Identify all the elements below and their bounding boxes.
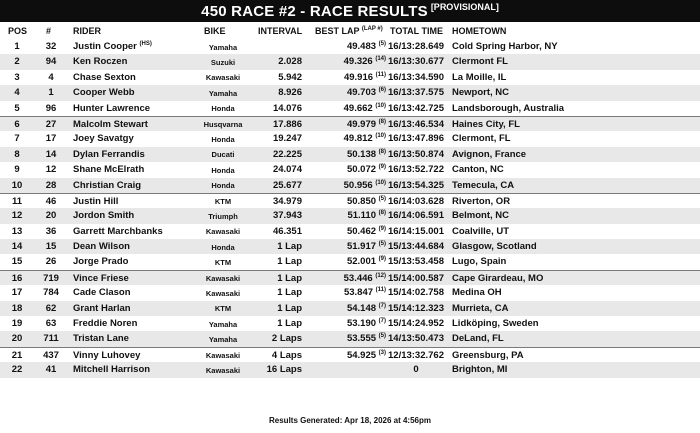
row-rider-name: Cade Clason: [73, 287, 131, 299]
table-row: [0, 285, 700, 300]
row-best-lap-time: 53.847: [343, 287, 374, 299]
row-interval: 19.247: [272, 133, 302, 145]
row-best-lap-number: (5): [378, 40, 386, 47]
row-rider-name: Tristan Lane: [73, 333, 129, 345]
row-pos: 15: [11, 256, 23, 268]
row-pos: 19: [11, 318, 23, 330]
row-rider-name: Mitchell Harrison: [73, 364, 151, 376]
row-best-lap: [318, 318, 386, 329]
row-total-time: 15/14:02.758: [388, 287, 444, 299]
row-best-lap-time: 51.917: [346, 241, 377, 253]
row-number: 27: [45, 118, 57, 130]
row-bike: Triumph: [208, 211, 238, 221]
row-total-time: 0: [413, 364, 419, 376]
row-rider-name: Dean Wilson: [73, 241, 130, 253]
row-number: 63: [45, 318, 57, 330]
table-row: [0, 39, 700, 54]
row-bike: Kawasaki: [205, 288, 241, 298]
table-row: [0, 347, 700, 362]
table-row: [0, 54, 700, 69]
row-rider: [73, 303, 131, 314]
row-best-lap: [318, 273, 386, 284]
table-row: [0, 239, 700, 254]
row-rider: [73, 196, 118, 207]
row-bike: Yamaha: [208, 42, 238, 52]
row-hometown: Glasgow, Scotland: [452, 241, 537, 253]
row-rider: [73, 72, 136, 83]
row-pos: 4: [14, 87, 20, 99]
row-rider-name: Joey Savatgy: [73, 133, 134, 145]
row-bike: Yamaha: [208, 334, 238, 344]
row-best-lap-number: (14): [375, 56, 386, 63]
row-total-time: 16/13:47.896: [388, 133, 444, 145]
table-row: [0, 362, 700, 377]
row-best-lap-number: (9): [378, 225, 386, 232]
row-pos: 8: [14, 148, 20, 160]
row-rider-name: Ken Roczen: [73, 56, 128, 68]
row-hometown: Haines City, FL: [452, 118, 520, 130]
row-best-lap-number: (10): [375, 179, 386, 186]
row-hometown: Cape Girardeau, MO: [452, 272, 544, 284]
row-rider: [73, 226, 163, 237]
row-hometown: Lidköping, Sweden: [452, 318, 539, 330]
row-number: 94: [45, 56, 57, 68]
row-total-time: 16/13:52.722: [388, 164, 444, 176]
row-rider: [73, 180, 141, 191]
row-best-lap-time: 50.462: [346, 225, 377, 237]
row-number: 784: [43, 287, 59, 299]
row-rider: [73, 56, 127, 67]
row-rider: [73, 333, 129, 344]
row-best-lap-number: (11): [375, 71, 386, 78]
row-pos: 18: [11, 302, 23, 314]
row-best-lap: [318, 350, 386, 361]
row-total-time: 16/13:34.590: [388, 71, 444, 83]
row-number: 41: [45, 364, 57, 376]
row-best-lap: [318, 241, 386, 252]
row-bike: Honda: [211, 181, 235, 191]
row-total-time: 15/13:53.458: [388, 256, 444, 268]
row-best-lap-time: 49.662: [343, 102, 373, 114]
row-interval: 1 Lap: [277, 302, 302, 314]
row-total-time: 12/13:32.762: [388, 349, 444, 361]
row-best-lap: [318, 87, 386, 98]
row-best-lap: [318, 41, 386, 52]
table-row: [0, 224, 700, 239]
table-row: [0, 147, 700, 162]
table-row: [0, 178, 700, 193]
row-total-time: 15/14:12.323: [388, 302, 444, 314]
row-best-lap: [318, 56, 386, 67]
row-hometown: Medina OH: [452, 287, 502, 299]
row-best-lap-time: 51.110: [347, 210, 377, 222]
row-best-lap-time: 49.812: [343, 133, 373, 145]
row-interval: 1 Lap: [277, 318, 302, 330]
row-number: 437: [43, 349, 59, 361]
row-interval: 16 Laps: [266, 364, 302, 376]
row-hometown: DeLand, FL: [452, 333, 504, 345]
row-number: 15: [45, 241, 57, 253]
row-pos: 12: [11, 210, 23, 222]
row-best-lap: [318, 72, 386, 83]
row-pos: 13: [11, 225, 23, 237]
row-bike: Ducati: [211, 150, 235, 160]
table-row: [0, 301, 700, 316]
row-best-lap-number: (9): [378, 256, 386, 263]
row-pos: 6: [14, 118, 20, 130]
row-rider: [73, 350, 140, 361]
row-pos: 16: [11, 272, 23, 284]
row-bike: Kawasaki: [205, 73, 241, 83]
row-bike: Kawasaki: [205, 365, 241, 375]
row-best-lap-number: (12): [375, 272, 386, 279]
row-rider: [73, 41, 152, 52]
row-interval: 17.886: [272, 118, 302, 130]
row-rider: [73, 364, 150, 375]
row-total-time: 16/13:50.874: [388, 148, 444, 160]
row-interval: 5.942: [278, 71, 302, 83]
row-hometown: Canton, NC: [452, 164, 504, 176]
row-best-lap-time: 54.925: [346, 349, 377, 361]
row-hometown: Cold Spring Harbor, NY: [452, 41, 558, 52]
row-rider-name: Vinny Luhovey: [73, 349, 141, 361]
row-best-lap-time: 53.190: [346, 318, 377, 330]
row-rider-name: Jordon Smith: [73, 210, 135, 222]
row-rider: [73, 287, 131, 298]
table-row: [0, 70, 700, 85]
results-table: [0, 39, 700, 378]
row-best-lap-time: 49.703: [346, 87, 377, 99]
row-rider-name: Hunter Lawrence: [73, 102, 151, 114]
row-bike: KTM: [214, 304, 232, 314]
row-hometown: Lugo, Spain: [452, 256, 507, 268]
row-rider-name: Chase Sexton: [73, 71, 136, 83]
row-best-lap-number: (5): [378, 240, 386, 247]
row-best-lap-number: (10): [375, 102, 386, 109]
row-best-lap-number: (8): [378, 210, 386, 217]
row-total-time: 14/13:50.473: [388, 333, 444, 345]
row-best-lap-number: (3): [378, 349, 386, 356]
row-bike: Honda: [211, 104, 235, 114]
row-best-lap-number: (10): [375, 133, 386, 140]
row-best-lap-number: (5): [378, 333, 386, 340]
row-best-lap: [318, 287, 386, 298]
row-bike: Husqvarna: [203, 120, 243, 130]
row-number: 17: [45, 133, 57, 145]
row-rider-name: Christian Craig: [73, 179, 142, 191]
row-rider: [73, 273, 129, 284]
row-interval: 34.979: [272, 195, 302, 207]
row-rider: [73, 133, 134, 144]
row-best-lap-number: (8): [378, 118, 386, 125]
row-hometown: La Moille, IL: [452, 71, 507, 83]
row-pos: 3: [14, 71, 20, 83]
row-rider: [73, 103, 150, 114]
row-best-lap: [318, 256, 386, 267]
table-row: [0, 131, 700, 146]
row-number: 711: [43, 333, 59, 345]
row-interval: 24.074: [272, 164, 302, 176]
table-row: [0, 331, 700, 346]
row-pos: 5: [14, 102, 20, 114]
row-interval: 14.076: [272, 102, 302, 114]
row-rider: [73, 149, 145, 160]
row-best-lap: [318, 119, 386, 130]
row-rider-name: Freddie Noren: [73, 318, 138, 330]
row-hometown: Temecula, CA: [452, 179, 515, 191]
row-rider-sup: (HS): [139, 40, 152, 47]
row-rider-name: Cooper Webb: [73, 87, 135, 99]
row-number: 4: [48, 71, 54, 83]
row-bike: Honda: [211, 242, 235, 252]
row-number: 719: [43, 272, 59, 284]
row-total-time: 16/13:54.325: [388, 179, 444, 191]
row-hometown: Landsborough, Australia: [452, 102, 565, 114]
row-best-lap: [318, 133, 386, 144]
row-total-time: 16/14:03.628: [388, 195, 444, 207]
row-number: 26: [45, 256, 57, 268]
header-rider: RIDER: [73, 26, 102, 36]
provisional-tag: [PROVISIONAL]: [430, 2, 499, 12]
row-pos: 10: [11, 179, 23, 191]
row-best-lap-time: 49.483: [346, 41, 377, 52]
row-rider: [73, 164, 144, 175]
table-row: [0, 316, 700, 331]
row-rider-name: Shane McElrath: [73, 164, 145, 176]
row-best-lap-number: (5): [378, 195, 386, 202]
row-best-lap-time: 49.326: [343, 56, 373, 68]
row-hometown: Murrieta, CA: [452, 302, 509, 314]
row-rider-name: Grant Harlan: [73, 302, 131, 314]
row-best-lap-number: (11): [375, 287, 386, 294]
row-number: 20: [45, 210, 57, 222]
row-bike: Yamaha: [208, 319, 238, 329]
row-number: 46: [45, 195, 57, 207]
row-bike: Kawasaki: [205, 274, 241, 284]
header-interval: INTERVAL: [258, 26, 303, 36]
row-hometown: Clermont FL: [452, 56, 508, 68]
row-rider-name: Jorge Prado: [73, 256, 129, 268]
row-best-lap-time: 49.979: [346, 118, 377, 130]
row-best-lap: [318, 103, 386, 114]
row-rider: [73, 241, 130, 252]
row-best-lap-number: (9): [378, 163, 386, 170]
row-pos: 11: [11, 195, 23, 207]
row-interval: 1 Lap: [277, 272, 302, 284]
row-best-lap-time: 54.148: [346, 302, 377, 314]
row-best-lap: [318, 210, 386, 221]
row-interval: 37.943: [272, 210, 302, 222]
row-number: 1: [48, 87, 54, 99]
header-pos: POS: [8, 26, 28, 36]
row-best-lap-number: (8): [378, 148, 386, 155]
results-generated-footer: Results Generated: Apr 18, 2026 at 4:56pm: [269, 416, 431, 425]
row-best-lap-time: 52.001: [346, 256, 377, 268]
row-hometown: Riverton, OR: [452, 195, 511, 207]
row-bike: Kawasaki: [205, 351, 241, 361]
row-hometown: Avignon, France: [452, 148, 527, 160]
row-rider: [73, 210, 134, 221]
row-total-time: 16/13:30.677: [388, 56, 444, 68]
row-best-lap-time: 53.555: [346, 333, 377, 345]
row-interval: 2 Laps: [271, 333, 302, 345]
row-best-lap-number: (6): [378, 87, 386, 94]
table-row: [0, 270, 700, 285]
table-row: [0, 193, 700, 208]
row-pos: 14: [11, 241, 23, 253]
row-rider-name: Malcolm Stewart: [73, 118, 148, 130]
row-best-lap: [318, 196, 386, 207]
row-pos: 22: [11, 364, 23, 376]
row-total-time: 16/13:37.575: [388, 87, 444, 99]
header-best-lap: [315, 26, 383, 36]
row-rider-name: Vince Friese: [73, 272, 129, 284]
row-best-lap: [318, 180, 386, 191]
row-pos: 7: [14, 133, 20, 145]
row-best-lap-time: 50.138: [346, 148, 377, 160]
row-pos: 21: [11, 349, 23, 361]
results-title: 450 RACE #2 - RACE RESULTS: [201, 2, 428, 20]
row-pos: 20: [11, 333, 23, 345]
row-number: 36: [45, 225, 57, 237]
row-interval: 25.677: [272, 179, 302, 191]
table-row: [0, 85, 700, 100]
row-hometown: Belmont, NC: [452, 210, 509, 222]
row-best-lap-time: 53.446: [343, 272, 373, 284]
row-interval: 1 Lap: [277, 287, 302, 299]
row-best-lap-time: 50.956: [343, 179, 373, 191]
table-row: [0, 208, 700, 223]
row-hometown: Newport, NC: [452, 87, 509, 99]
row-hometown: Coalville, UT: [452, 225, 510, 237]
table-row: [0, 116, 700, 131]
row-best-lap: [318, 303, 386, 314]
row-number: 28: [45, 179, 57, 191]
row-interval: 22.225: [272, 148, 302, 160]
row-rider: [73, 119, 148, 130]
row-best-lap-time: 50.850: [346, 195, 377, 207]
header-number: #: [46, 26, 52, 36]
row-pos: 17: [11, 287, 23, 299]
row-number: 32: [45, 41, 57, 52]
row-bike: KTM: [214, 257, 232, 267]
row-total-time: 16/13:28.649: [388, 41, 444, 52]
row-bike: Yamaha: [208, 88, 238, 98]
row-interval: 2.028: [278, 56, 302, 68]
row-total-time: 16/14:15.001: [388, 225, 444, 237]
row-total-time: 16/13:42.725: [388, 102, 444, 114]
row-bike: KTM: [214, 197, 232, 207]
header-bike: BIKE: [204, 26, 226, 36]
header-hometown: HOMETOWN: [452, 26, 507, 36]
row-total-time: 15/14:24.952: [388, 318, 444, 330]
row-best-lap: [318, 333, 386, 344]
row-interval: 4 Laps: [271, 349, 302, 361]
row-hometown: Clermont, FL: [452, 133, 511, 145]
row-bike: Honda: [211, 165, 235, 175]
table-row: [0, 162, 700, 177]
row-total-time: 15/14:00.587: [388, 272, 444, 284]
row-number: 14: [45, 148, 57, 160]
table-row: [0, 101, 700, 116]
row-best-lap-number: (7): [378, 317, 386, 324]
row-best-lap: [318, 226, 386, 237]
results-title-bar: [0, 0, 700, 22]
header-best-lap-sup: (LAP #): [361, 26, 383, 32]
row-interval: 1 Lap: [277, 241, 302, 253]
row-best-lap-time: 49.916: [343, 71, 374, 83]
row-hometown: Greensburg, PA: [452, 349, 524, 361]
table-header: [0, 22, 700, 39]
header-total-time: TOTAL TIME: [390, 26, 443, 36]
row-best-lap: [318, 164, 386, 175]
row-bike: Suzuki: [210, 57, 236, 67]
row-number: 96: [45, 102, 57, 114]
row-interval: 46.351: [272, 225, 302, 237]
row-best-lap-time: 50.072: [346, 164, 377, 176]
row-rider-name: Justin Cooper: [73, 41, 137, 52]
row-rider-name: Justin Hill: [73, 195, 119, 207]
row-rider: [73, 318, 137, 329]
row-best-lap-number: (7): [378, 302, 386, 309]
row-pos: 2: [14, 56, 20, 68]
row-interval: 1 Lap: [277, 256, 302, 268]
row-rider: [73, 87, 135, 98]
row-hometown: Brighton, MI: [452, 364, 508, 376]
row-best-lap: [318, 149, 386, 160]
row-total-time: 15/13:44.684: [388, 241, 444, 253]
row-total-time: 16/14:06.591: [388, 210, 444, 222]
header-best-lap-label: BEST LAP: [315, 26, 360, 36]
row-total-time: 16/13:46.534: [388, 118, 444, 130]
row-rider-name: Garrett Marchbanks: [73, 225, 163, 237]
table-row: [0, 254, 700, 269]
row-number: 62: [45, 302, 57, 314]
row-bike: Honda: [211, 134, 235, 144]
row-pos: 9: [14, 164, 20, 176]
row-number: 12: [45, 164, 57, 176]
row-bike: Kawasaki: [205, 227, 241, 237]
row-pos: 1: [14, 41, 20, 52]
row-rider: [73, 256, 128, 267]
row-interval: 8.926: [278, 87, 302, 99]
row-rider-name: Dylan Ferrandis: [73, 148, 145, 160]
